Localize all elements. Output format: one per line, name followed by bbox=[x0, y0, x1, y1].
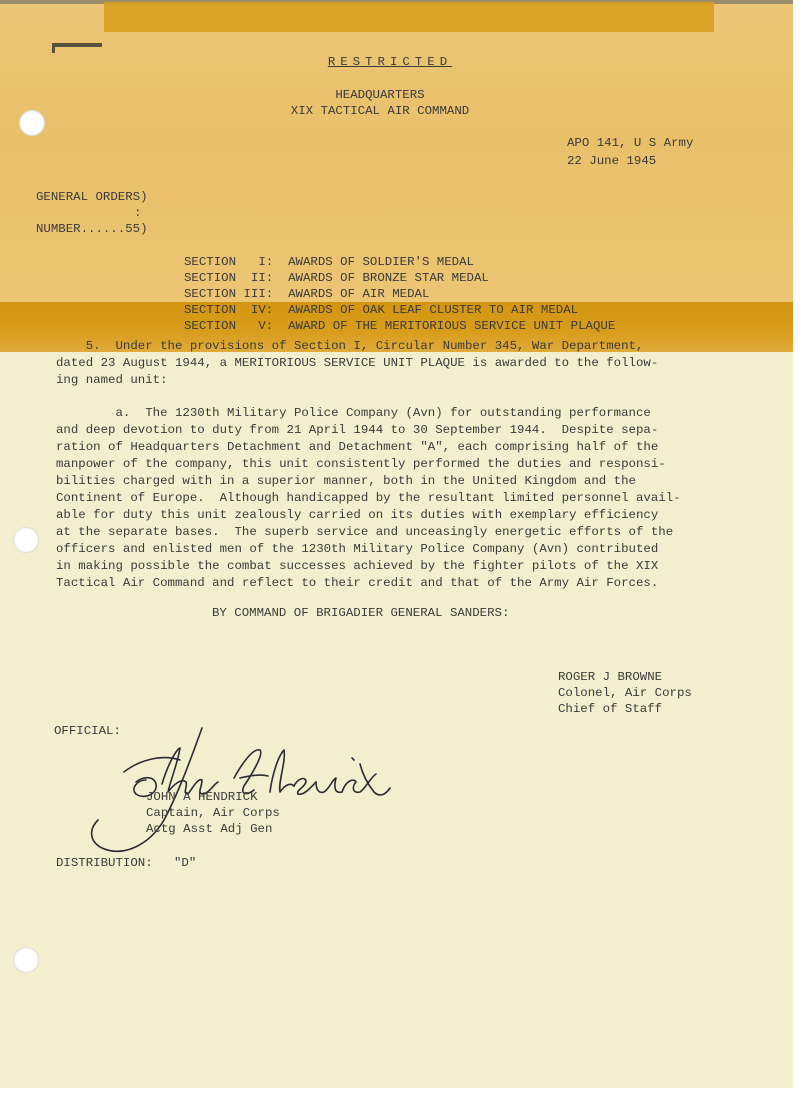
general-orders-colon: : bbox=[134, 206, 142, 220]
location-line: APO 141, U S Army bbox=[567, 136, 694, 150]
section-line-2: SECTION II: AWARDS OF BRONZE STAR MEDAL bbox=[184, 271, 489, 285]
official-signatory-rank: Captain, Air Corps bbox=[146, 806, 280, 820]
headquarters-heading: HEADQUARTERS bbox=[335, 88, 425, 102]
distribution-label: DISTRIBUTION: bbox=[56, 856, 153, 870]
section-line-3: SECTION III: AWARDS OF AIR MEDAL bbox=[184, 287, 430, 301]
paragraph-a-line-1: a. The 1230th Military Police Company (Avn) for outstanding performance bbox=[56, 406, 651, 420]
paragraph-a-line-10: in making possible the combat successes achieved by the fighter pilots of the XIX bbox=[56, 559, 659, 573]
paragraph-5-line-2: dated 23 August 1944, a MERITORIOUS SERVICE UNIT PLAQUE is awarded to the follow- bbox=[56, 356, 659, 370]
paragraph-a-line-7: able for duty this unit zealously carried on its duties with exemplary efficiency bbox=[56, 508, 659, 522]
staple-mark bbox=[52, 43, 102, 47]
official-signatory-title: Actg Asst Adj Gen bbox=[146, 822, 273, 836]
page-edge-bottom bbox=[0, 1088, 803, 1100]
paragraph-5-line-3: ing named unit: bbox=[56, 373, 168, 387]
paragraph-a-line-3: ration of Headquarters Detachment and Detachment "A", each comprising half of the bbox=[56, 440, 659, 454]
page-edge-right bbox=[793, 0, 803, 1100]
command-heading: XIX TACTICAL AIR COMMAND bbox=[290, 104, 470, 118]
signatory-name: ROGER J BROWNE bbox=[558, 670, 663, 684]
number-label: NUMBER......55) bbox=[36, 222, 148, 236]
by-command-line: BY COMMAND OF BRIGADIER GENERAL SANDERS: bbox=[212, 606, 510, 620]
paragraph-a-line-4: manpower of the company, this unit consistently performed the duties and responsi- bbox=[56, 457, 666, 471]
official-signatory-name: JOHN A HENDRICK bbox=[146, 790, 258, 804]
punch-hole-bottom bbox=[13, 947, 39, 973]
punch-hole-middle bbox=[13, 527, 39, 553]
distribution-value: "D" bbox=[174, 856, 197, 870]
paragraph-a-line-6: Continent of Europe. Although handicapped by the resultant limited personnel avail- bbox=[56, 491, 681, 505]
paragraph-a-line-8: at the separate bases. The superb service and unceasingly energetic efforts of the bbox=[56, 525, 674, 539]
section-line-1: SECTION I: AWARDS OF SOLDIER'S MEDAL bbox=[184, 255, 474, 269]
paragraph-a-line-11: Tactical Air Command and reflect to their credit and that of the Army Air Forces. bbox=[56, 576, 659, 590]
tape-strip-top bbox=[104, 2, 714, 32]
paragraph-a-line-2: and deep devotion to duty from 21 April 1944 to 30 September 1944. Despite sepa- bbox=[56, 423, 659, 437]
official-label: OFFICIAL: bbox=[54, 724, 121, 738]
signatory-rank: Colonel, Air Corps bbox=[558, 686, 692, 700]
paragraph-a-line-5: bilities charged with in a superior manner, both in the United Kingdom and the bbox=[56, 474, 636, 488]
paragraph-5-line-1: 5. Under the provisions of Section I, Circular Number 345, War Department, bbox=[56, 339, 644, 353]
section-line-4: SECTION IV: AWARDS OF OAK LEAF CLUSTER TO AIR MEDAL bbox=[184, 303, 579, 317]
classification-stamp: RESTRICTED bbox=[327, 55, 453, 69]
section-line-5: SECTION V: AWARD OF THE MERITORIOUS SERVICE UNIT PLAQUE bbox=[184, 319, 616, 333]
signatory-title: Chief of Staff bbox=[558, 702, 663, 716]
paragraph-a-line-9: officers and enlisted men of the 1230th Military Police Company (Avn) contributed bbox=[56, 542, 659, 556]
date-line: 22 June 1945 bbox=[567, 154, 657, 168]
general-orders-label: GENERAL ORDERS) bbox=[36, 190, 148, 204]
